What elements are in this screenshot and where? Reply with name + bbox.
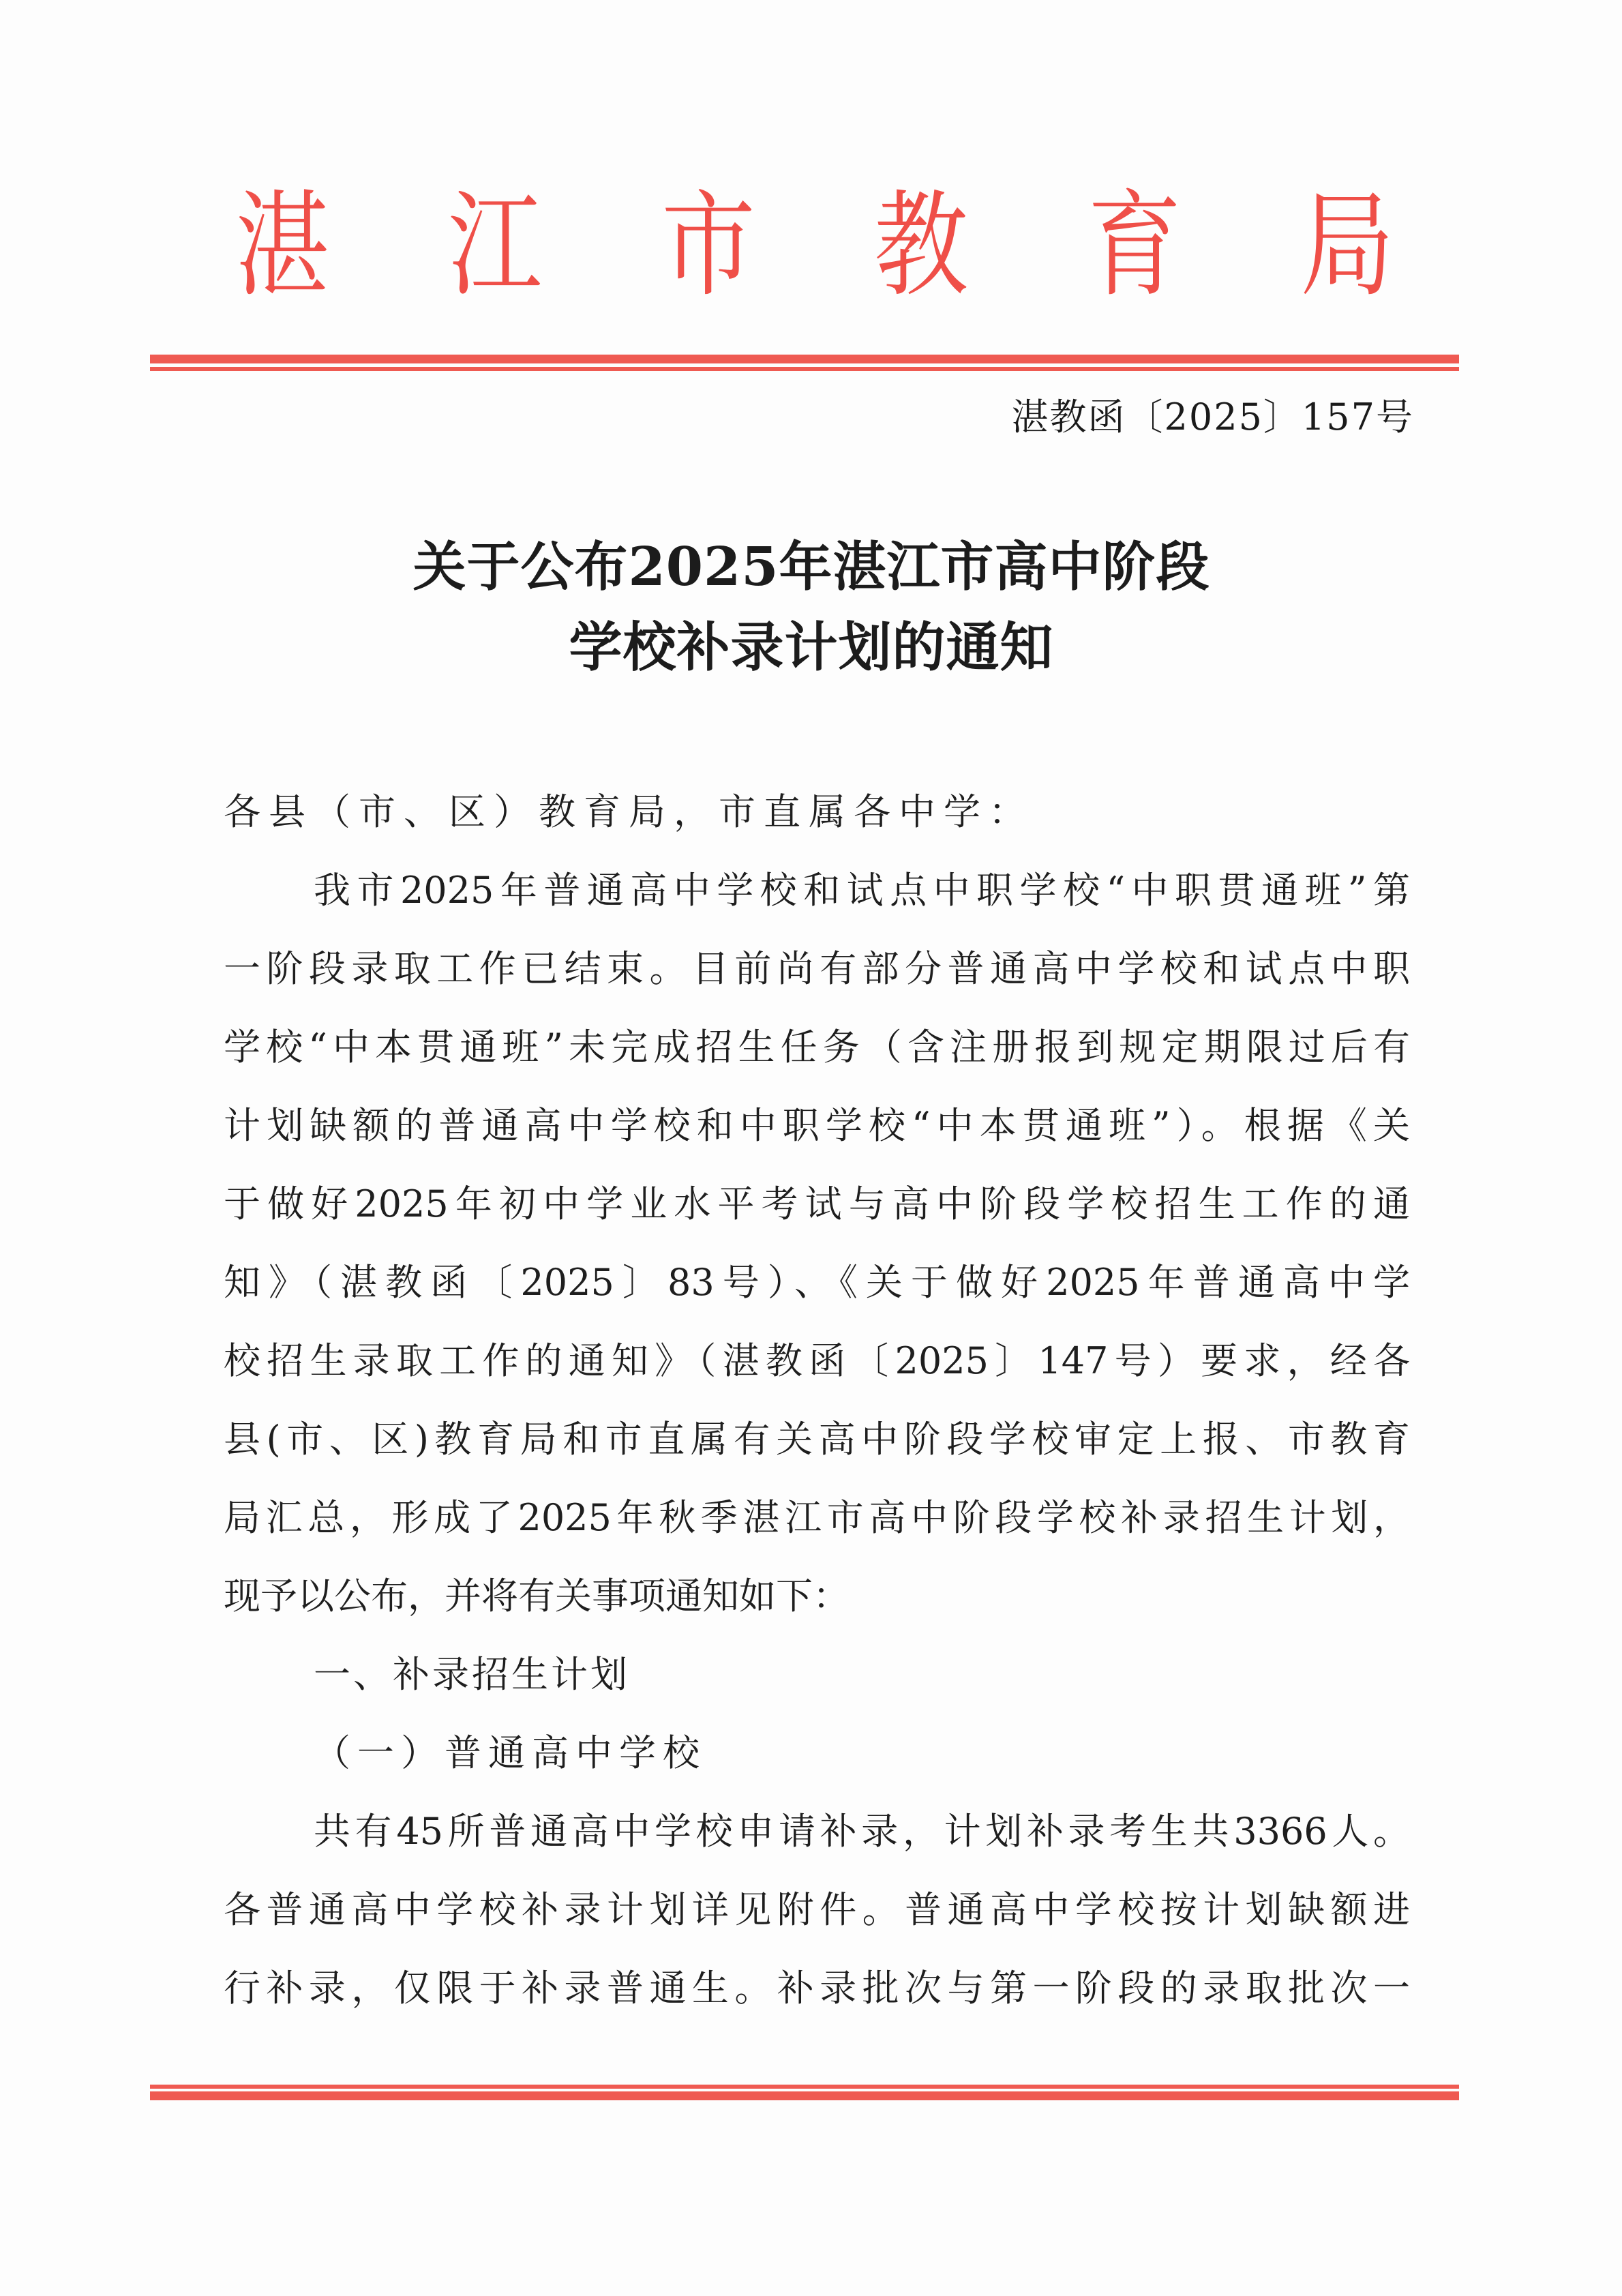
body-line: 于做好2025年初中学业水平考试与高中阶段学校招生工作的通 [224,1182,1410,1225]
body-line: 计划缺额的普通高中学校和中职学校“中本贯通班”）。根据《关 [224,1104,1410,1147]
body-line: 局汇总，形成了2025年秋季湛江市高中阶段学校补录招生计划， [224,1496,1410,1539]
body-line: 一阶段录取工作已结束。目前尚有部分普通高中学校和试点中职 [224,947,1410,990]
header-rule-thick [150,355,1459,363]
body-line: 县(市、区)教育局和市直属有关高中阶段学校审定上报、市教育 [224,1418,1410,1461]
document-number: 湛教函〔2025〕157号 [1011,396,1414,438]
letterhead-char: 教 [874,179,969,312]
letterhead-title [225,181,1405,310]
salutation: 各县（市、区）教育局，市直属各中学： [224,790,1034,833]
body-line: 我市2025年普通高中学校和试点中职学校“中职贯通班”第 [314,869,1410,912]
body-line: 各普通高中学校补录计划详见附件。普通高中学校按计划缺额进 [224,1888,1410,1931]
footer-rule-thick [150,2091,1459,2100]
subsection-heading: （一）普通高中学校 [314,1731,706,1774]
letterhead-char: 育 [1087,179,1182,312]
body-line: 现予以公布，并将有关事项通知如下： [224,1575,850,1617]
body-line: 校招生录取工作的通知》（湛教函〔2025〕147号）要求，经各 [224,1339,1410,1382]
section-heading: 一、补录招生计划 [314,1653,630,1696]
body-line: 学校“中本贯通班”未完成招生任务（含注册报到规定期限过后有 [224,1026,1410,1069]
document-title-line-2: 学校补录计划的通知 [569,616,1054,679]
header-rule-thin [150,367,1459,371]
body-line: 行补录，仅限于补录普通生。补录批次与第一阶段的录取批次一 [224,1967,1410,2010]
letterhead-char: 江 [448,179,543,312]
document-title-line-1: 关于公布2025年湛江市高中阶段 [412,536,1210,598]
footer-rule-thin [150,2085,1459,2089]
letterhead-char: 市 [661,179,755,312]
body-line: 共有45所普通高中学校申请补录，计划补录考生共3366人。 [314,1810,1410,1853]
letterhead-char: 湛 [235,179,329,312]
letterhead-char: 局 [1300,179,1394,312]
body-line: 知》（湛教函〔2025〕83号）、《关于做好2025年普通高中学 [224,1261,1410,1304]
